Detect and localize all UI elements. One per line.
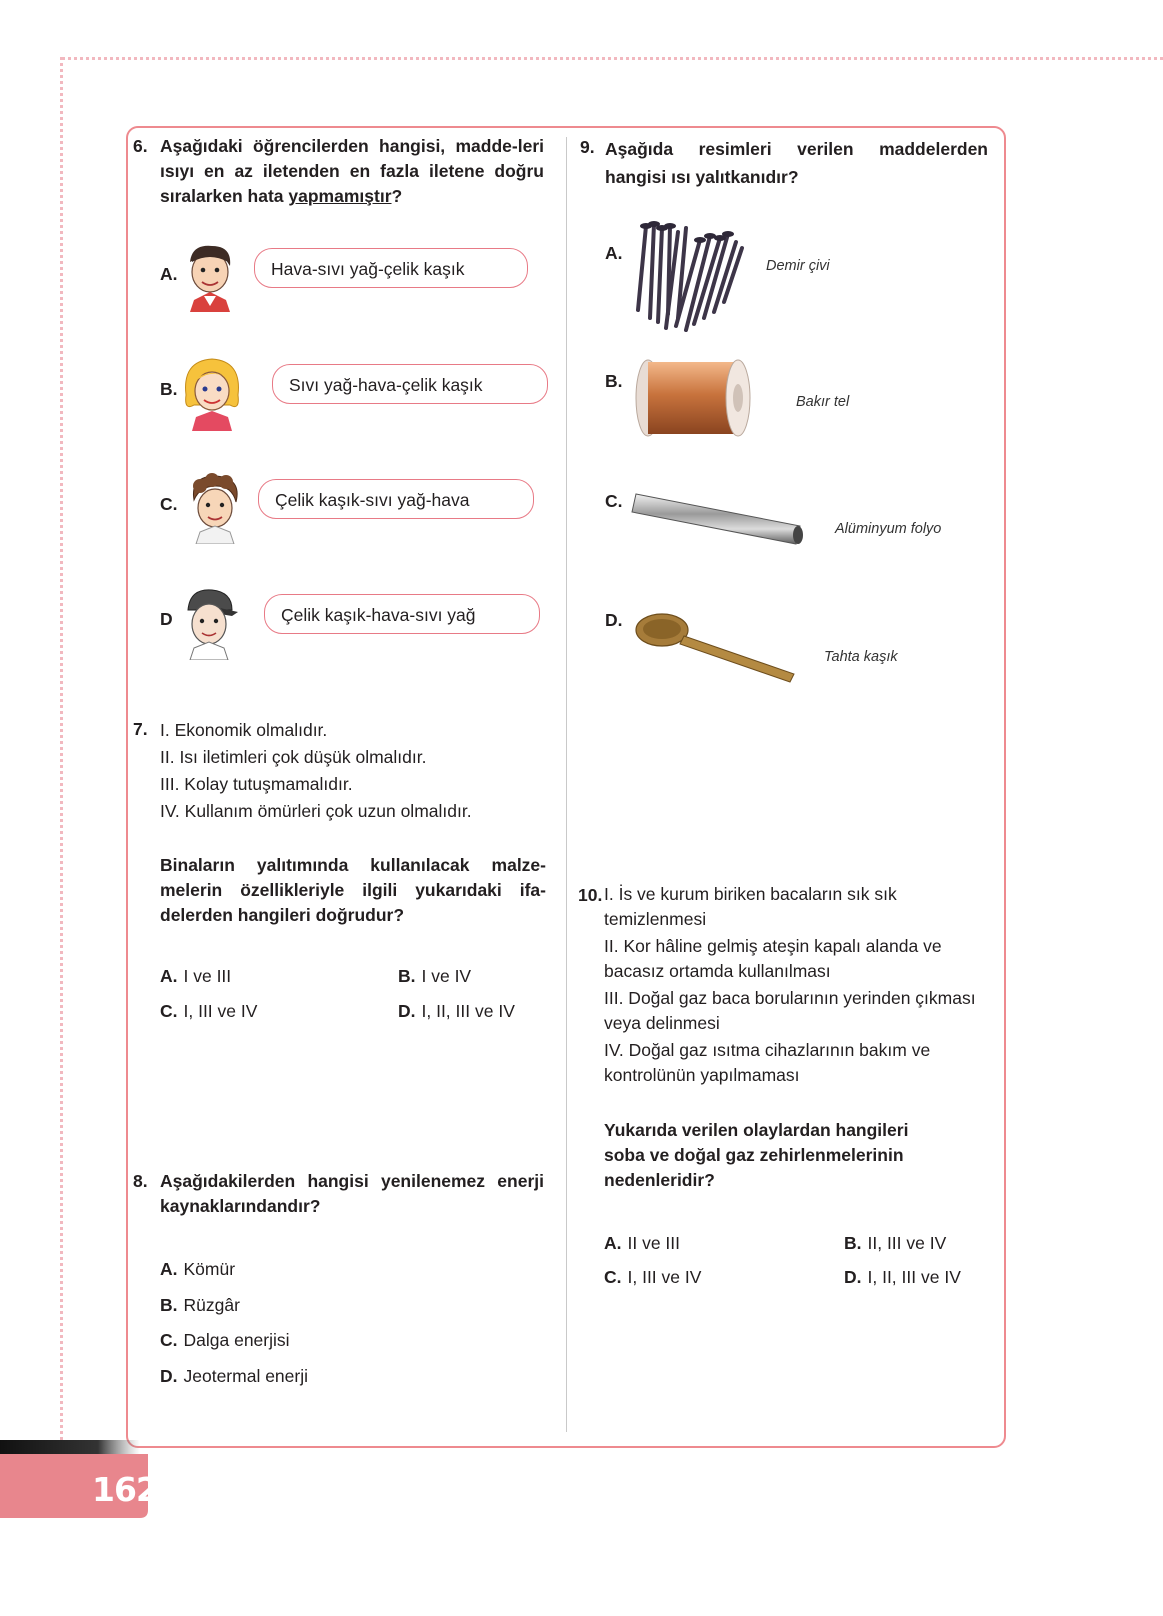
statement: I. Ekonomik olmalıdır. xyxy=(160,720,328,740)
statement: III. Doğal gaz baca borularının yerinden çıkması veya delinmesi xyxy=(604,988,976,1033)
option-label[interactable]: B. xyxy=(160,379,178,399)
boy-face-icon xyxy=(180,240,240,312)
question-7-statements xyxy=(160,717,550,825)
question-6-stem-text: Aşağıdaki öğrencilerden hangisi, madde-leri ısıyı en az iletenden en fazla iletene doğru sıralarken hata xyxy=(160,136,544,206)
statement: I. İs ve kurum biriken bacaların sık sık temizlenmesi xyxy=(604,884,897,929)
option-label[interactable]: A. xyxy=(605,243,623,263)
option-b[interactable]: B. I ve IV xyxy=(398,966,472,986)
option-a[interactable]: A. II ve III xyxy=(604,1233,681,1253)
question-10-stem: Yukarıda verilen olaylardan hangileri soba ve doğal gaz zehirlenmelerinin nedenleridir? xyxy=(604,1120,909,1190)
option-d[interactable]: D. I, II, III ve IV xyxy=(844,1267,961,1287)
question-6-stem-underlined: yapmamıştır xyxy=(288,186,392,206)
option-b[interactable]: B. II, III ve IV xyxy=(844,1233,947,1253)
question-6-stem xyxy=(160,134,544,209)
option-d[interactable]: D. I, II, III ve IV xyxy=(398,1001,515,1021)
column-divider xyxy=(566,137,567,1432)
question-9-stem: Aşağıda resimleri verilen maddelerden hangisi ısı yalıtkanıdır? xyxy=(605,139,988,187)
caption-wooden-spoon: Tahta kaşık xyxy=(824,649,898,665)
question-9-number: 9. xyxy=(580,137,595,157)
option-c[interactable]: C. I, III ve IV xyxy=(604,1267,702,1287)
option-label[interactable]: C. xyxy=(605,491,623,511)
speech-bubble-b[interactable]: Sıvı yağ-hava-çelik kaşık xyxy=(272,364,548,404)
option-c[interactable]: C. Dalga enerjisi xyxy=(160,1330,290,1350)
option-b[interactable]: B. Rüzgâr xyxy=(160,1295,240,1315)
statement: III. Kolay tutuşmamalıdır. xyxy=(160,774,353,794)
decorative-dotted-left-border xyxy=(60,57,63,1452)
question-8-stem: Aşağıdakilerden hangisi yenilenemez enerji kaynaklarındandır? xyxy=(160,1171,544,1216)
question-10-number: 10. xyxy=(578,885,603,905)
statement: IV. Doğal gaz ısıtma cihazlarının bakım ve kontrolünün yapılmaması xyxy=(604,1040,931,1085)
iron-nails-image[interactable] xyxy=(628,218,748,334)
speech-bubble-a[interactable]: Hava-sıvı yağ-çelik kaşık xyxy=(254,248,528,288)
statement: II. Isı iletimleri çok düşük olmalıdır. xyxy=(160,747,427,767)
caption-copper-wire: Bakır tel xyxy=(796,394,850,410)
option-a[interactable]: A. I ve III xyxy=(160,966,232,986)
option-label[interactable]: B. xyxy=(605,371,623,391)
option-label[interactable]: A. xyxy=(160,264,178,284)
question-6-number: 6. xyxy=(133,136,148,156)
option-d[interactable]: D. Jeotermal enerji xyxy=(160,1366,308,1386)
page-number: 162 xyxy=(92,1470,158,1509)
wooden-spoon-image[interactable] xyxy=(632,608,798,688)
question-7-stem: Binaların yalıtımında kullanılacak malze-melerin özellikleriyle ilgili yukarıdaki ifa-delerden hangileri doğrudur? xyxy=(160,855,546,925)
caption-iron-nails: Demir çivi xyxy=(766,258,830,274)
option-c[interactable]: C. I, III ve IV xyxy=(160,1001,258,1021)
option-a[interactable]: A. Kömür xyxy=(160,1259,236,1279)
option-label[interactable]: D xyxy=(160,609,173,629)
caption-aluminum-foil: Alüminyum folyo xyxy=(835,521,942,537)
question-8-number: 8. xyxy=(133,1171,148,1191)
question-10-statements xyxy=(604,882,984,1088)
option-label[interactable]: C. xyxy=(160,494,178,514)
aluminum-foil-image[interactable] xyxy=(630,486,810,550)
statement: IV. Kullanım ömürleri çok uzun olmalıdır. xyxy=(160,801,472,821)
option-label[interactable]: D. xyxy=(605,610,623,630)
capped-boy-face-icon xyxy=(180,586,240,660)
girl-face-icon xyxy=(180,355,244,431)
statement: II. Kor hâline gelmiş ateşin kapalı alanda ve bacasız ortamda kullanılması xyxy=(604,936,942,981)
copper-wire-image[interactable] xyxy=(634,356,754,440)
question-6-stem-end: ? xyxy=(391,186,403,206)
curly-boy-face-icon xyxy=(186,472,244,544)
speech-bubble-c[interactable]: Çelik kaşık-sıvı yağ-hava xyxy=(258,479,534,519)
question-7-number: 7. xyxy=(133,719,148,739)
decorative-dotted-top-border xyxy=(62,57,1163,60)
speech-bubble-d[interactable]: Çelik kaşık-hava-sıvı yağ xyxy=(264,594,540,634)
